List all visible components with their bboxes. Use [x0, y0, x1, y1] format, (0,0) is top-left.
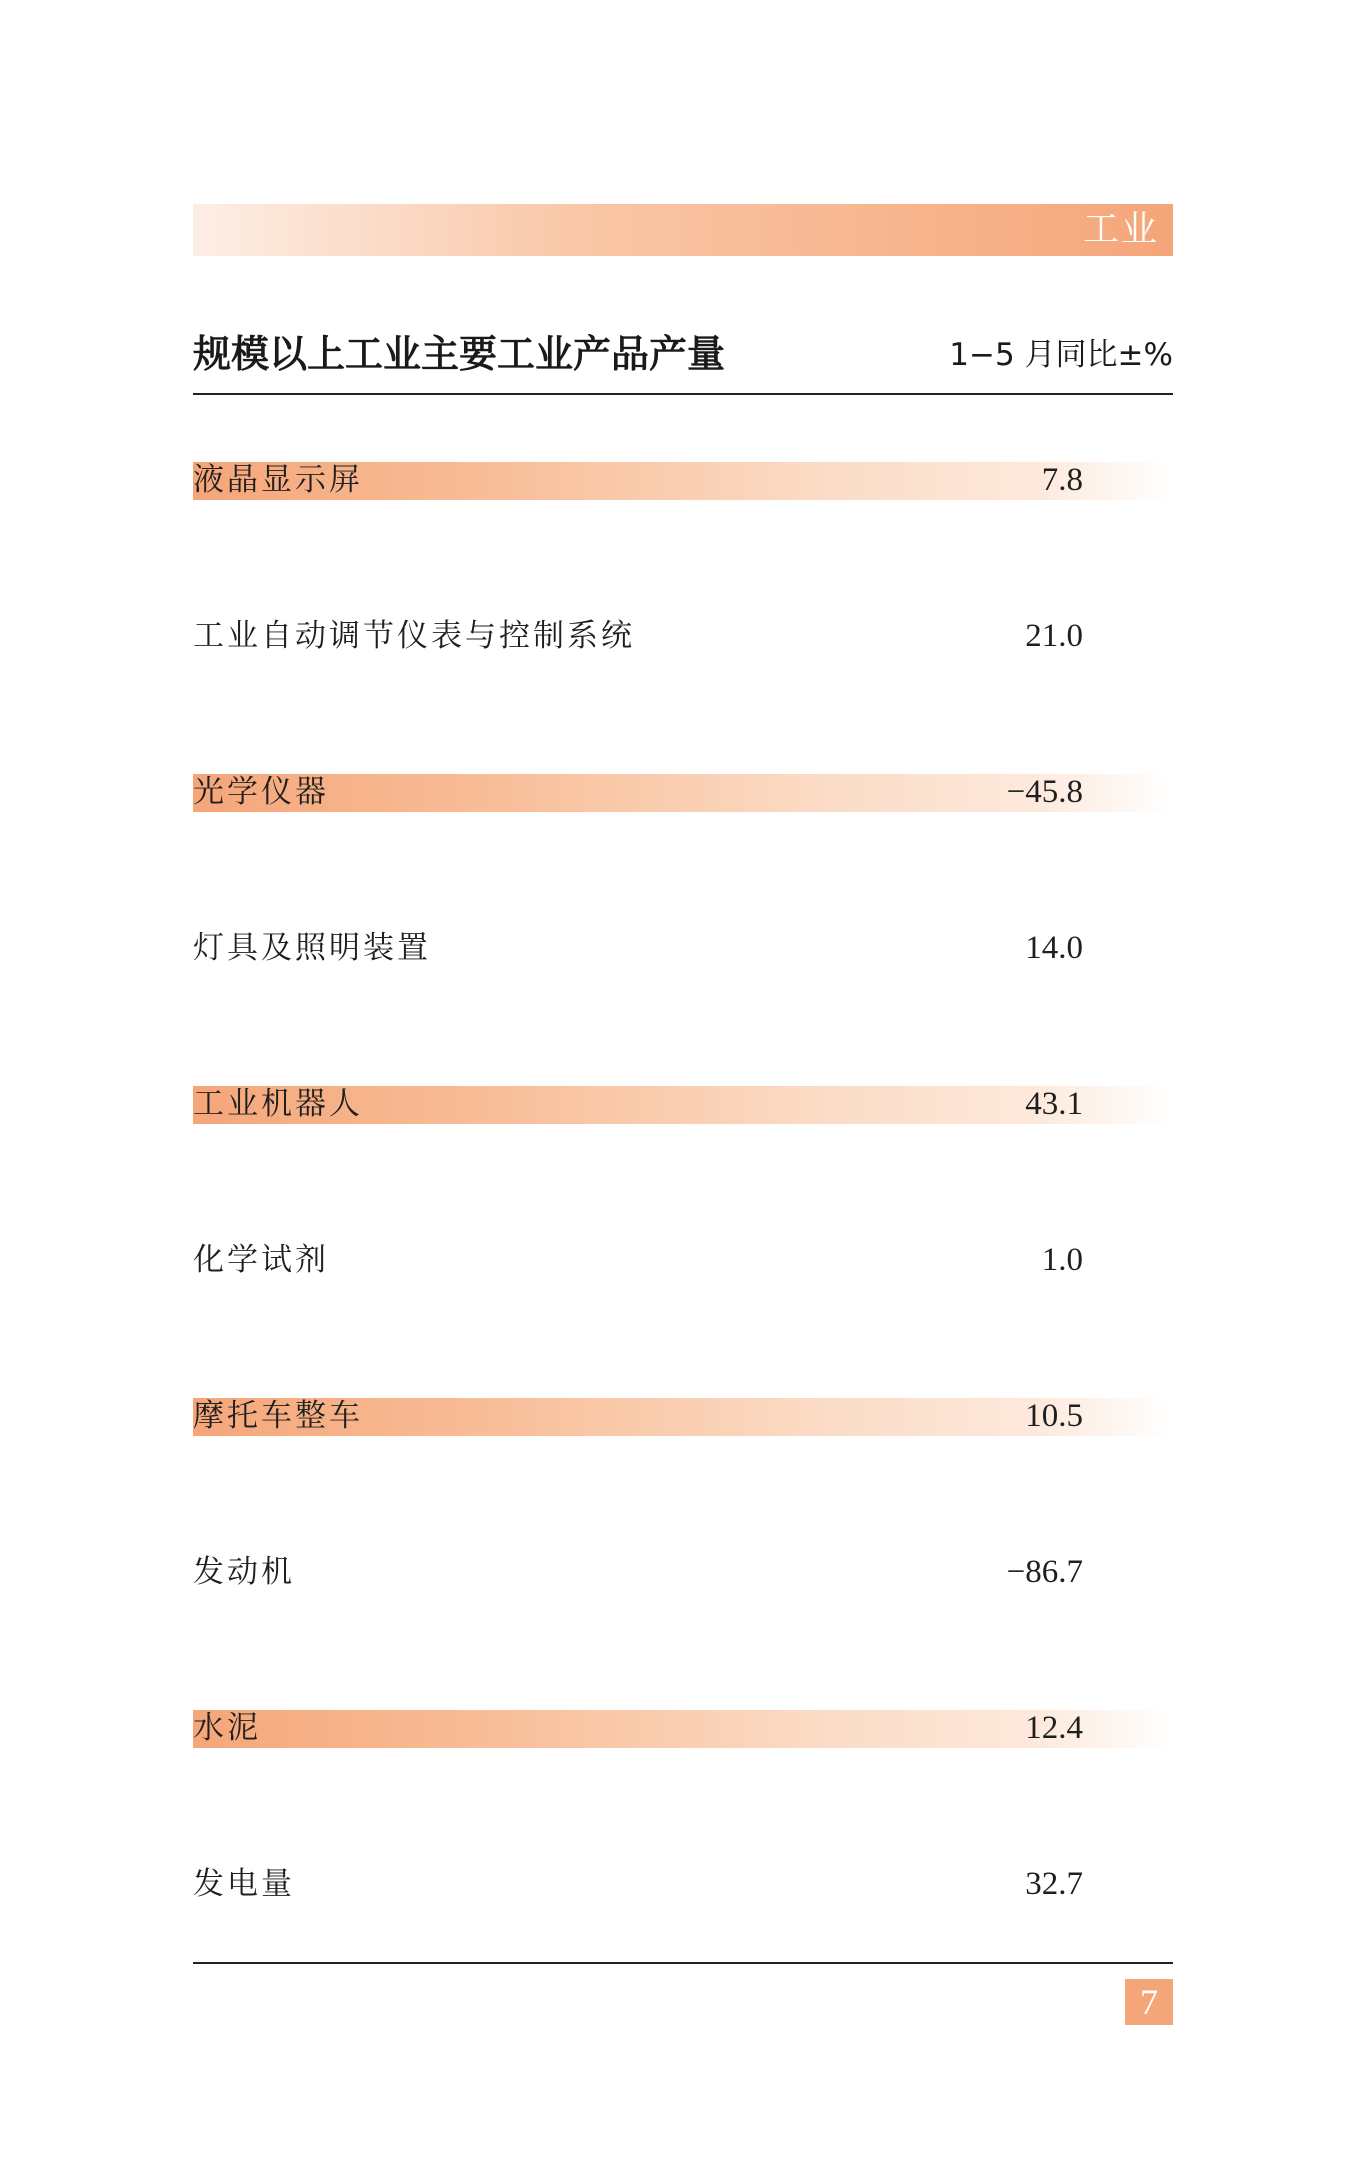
top-rule	[193, 393, 1173, 395]
product-name: 光学仪器	[193, 774, 329, 810]
product-name: 发电量	[193, 1866, 295, 1902]
table-row	[193, 1710, 1173, 1748]
product-value: 14.0	[1025, 930, 1083, 966]
product-name: 摩托车整车	[193, 1398, 363, 1434]
product-name: 发动机	[193, 1554, 295, 1590]
table-row	[193, 1866, 1173, 1904]
product-value: 1.0	[1041, 1242, 1083, 1278]
page-number: 7	[1140, 1982, 1158, 2022]
product-value: 21.0	[1025, 618, 1083, 654]
table-row	[193, 1086, 1173, 1124]
product-name: 水泥	[193, 1710, 261, 1746]
product-value: 12.4	[1025, 1710, 1083, 1746]
product-name: 工业机器人	[193, 1086, 363, 1122]
table-row	[193, 1554, 1173, 1592]
table-row	[193, 618, 1173, 656]
product-value: −86.7	[1006, 1554, 1083, 1590]
product-value: 43.1	[1025, 1086, 1083, 1122]
product-value: −45.8	[1006, 774, 1083, 810]
table-row	[193, 1398, 1173, 1436]
product-name: 灯具及照明装置	[193, 930, 431, 966]
product-value: 32.7	[1025, 1866, 1083, 1902]
product-name: 工业自动调节仪表与控制系统	[193, 618, 635, 654]
table-row	[193, 930, 1173, 968]
table-row	[193, 462, 1173, 500]
product-name: 液晶显示屏	[193, 462, 363, 498]
section-title: 工业	[1082, 209, 1159, 250]
table-row	[193, 774, 1173, 812]
product-name: 化学试剂	[193, 1242, 329, 1278]
product-value: 10.5	[1025, 1398, 1083, 1434]
page-number-badge	[1125, 1979, 1173, 2025]
product-value: 7.8	[1041, 462, 1083, 498]
bottom-rule	[193, 1962, 1173, 1964]
table-title: 规模以上工业主要工业产品产量	[193, 332, 726, 376]
table-row	[193, 1242, 1173, 1280]
unit-label: 1−5 月同比±%	[949, 337, 1173, 373]
section-header-bar	[193, 204, 1173, 256]
